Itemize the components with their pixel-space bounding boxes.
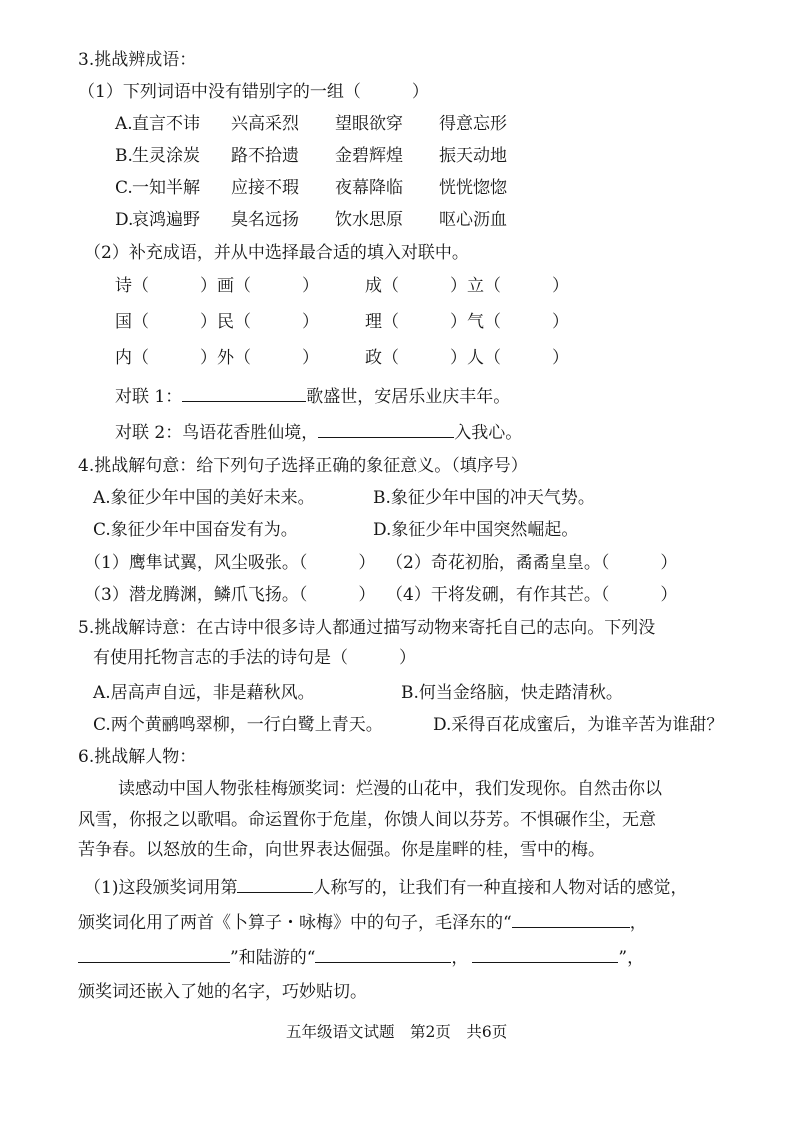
couplet-2-suffix: 入我心。 xyxy=(454,423,523,443)
q4-choice-d: D.象征少年中国突然崛起。 xyxy=(373,520,579,540)
q3-title: 3.挑战辨成语： xyxy=(78,50,197,70)
option-word: 望眼欲穿 xyxy=(335,114,403,134)
option-word: 兴高采烈 xyxy=(231,114,299,134)
fill-right: 成（ ）立（ ） xyxy=(365,276,569,296)
option-word: 饮水思原 xyxy=(335,210,403,230)
mao-blank-1[interactable] xyxy=(512,909,630,928)
q5-title-cont: 有使用托物言志的手法的诗句是（ ） xyxy=(93,648,416,668)
q4-choice-a: A.象征少年中国的美好未来。 xyxy=(93,488,315,508)
q4-item-1: （1）鹰隼试翼，风尘吸张。（ ） xyxy=(84,553,376,573)
option-word: 呕心沥血 xyxy=(439,210,507,230)
luyou-blank-1[interactable] xyxy=(315,944,451,963)
q6-s1-b: 人称写的，让我们有一种直接和人物对话的感觉， xyxy=(313,878,688,898)
q5-title: 5.挑战解诗意：在古诗中很多诗人都通过描写动物来寄托自己的志向。下列没 xyxy=(78,618,656,638)
option-word: 得意忘形 xyxy=(439,114,507,134)
couplet-1-prefix: 对联 1： xyxy=(115,387,183,407)
q6-s2-b: ， xyxy=(629,913,647,933)
q6-sub1-line-3 xyxy=(78,944,644,970)
q4-item-4: （4）干将发硎，有作其芒。（ ） xyxy=(386,585,678,605)
mao-blank-2[interactable] xyxy=(78,944,230,963)
fill-left: 国（ ）民（ ） xyxy=(115,312,319,332)
q5-option-a: A.居高声自远，非是藉秋风。 xyxy=(93,683,315,703)
option-word: 哀鸿遍野 xyxy=(132,210,200,230)
option-word: 一知半解 xyxy=(132,178,200,198)
option-word: 生灵涂炭 xyxy=(132,146,200,166)
q6-sub1-line-1 xyxy=(84,874,687,900)
fill-left: 诗（ ）画（ ） xyxy=(115,276,319,296)
q6-para-line-3: 苦争春。以怒放的生命，向世界表达倔强。你是崖畔的桂，雪中的梅。 xyxy=(78,840,605,860)
option-label: B. xyxy=(115,146,133,166)
page-footer: 五年级语文试题 第2页 共6页 xyxy=(286,1023,508,1041)
couplet-1-blank[interactable] xyxy=(182,383,306,402)
couplet-2-prefix: 对联 2：鸟语花香胜仙境， xyxy=(115,423,319,443)
q5-option-b: B.何当金络脑，快走踏清秋。 xyxy=(401,683,623,703)
couplet-1-suffix: 歌盛世，安居乐业庆丰年。 xyxy=(306,387,511,407)
option-label: C. xyxy=(115,178,133,198)
q6-sub1-line-4: 颁奖词还嵌入了她的名字，巧妙贴切。 xyxy=(78,982,367,1002)
option-word: 直言不讳 xyxy=(132,114,200,134)
couplet-2-blank[interactable] xyxy=(318,419,454,438)
person-blank[interactable] xyxy=(237,874,313,893)
couplet-1 xyxy=(115,383,510,409)
q6-title: 6.挑战解人物： xyxy=(78,747,197,767)
couplet-2 xyxy=(115,419,522,445)
q6-para-line-2: 风雪，你报之以歌唱。命运置你于危崖，你馈人间以芬芳。不惧碾作尘，无意 xyxy=(78,810,656,830)
q6-para-line-1: 读感动中国人物张桂梅颁奖词：烂漫的山花中，我们发现你。自然击你以 xyxy=(118,779,662,799)
fill-right: 政（ ）人（ ） xyxy=(365,348,569,368)
option-word: 夜幕降临 xyxy=(335,178,403,198)
q4-choice-b: B.象征少年中国的冲天气势。 xyxy=(373,488,595,508)
fill-left: 内（ ）外（ ） xyxy=(115,348,319,368)
option-word: 金碧辉煌 xyxy=(335,146,403,166)
q6-s3-c: ”， xyxy=(618,948,645,968)
q4-title: 4.挑战解句意：给下列句子选择正确的象征意义。（填序号） xyxy=(78,456,528,476)
q6-s3-b: ， xyxy=(451,948,469,968)
luyou-blank-2[interactable] xyxy=(472,944,618,963)
option-word: 振天动地 xyxy=(439,146,507,166)
option-word: 恍恍惚惚 xyxy=(439,178,507,198)
q4-item-2: （2）奇花初胎，矞矞皇皇。（ ） xyxy=(386,553,678,573)
q5-option-c: C.两个黄鹂鸣翠柳，一行白鹭上青天。 xyxy=(93,715,383,735)
q6-s1-a: （1)这段颁奖词用第 xyxy=(84,878,238,898)
option-label: D. xyxy=(115,210,134,230)
q6-s3-a: ”和陆游的“ xyxy=(230,948,316,968)
q6-sub1-line-2 xyxy=(78,909,647,935)
q3-sub1: （1）下列词语中没有错别字的一组（ ） xyxy=(78,82,429,102)
fill-right: 理（ ）气（ ） xyxy=(365,312,569,332)
q4-choice-c: C.象征少年中国奋发有为。 xyxy=(93,520,298,540)
q4-item-3: （3）潜龙腾渊，鳞爪飞扬。（ ） xyxy=(84,585,376,605)
option-word: 路不拾遗 xyxy=(231,146,299,166)
q3-sub2: （2）补充成语，并从中选择最合适的填入对联中。 xyxy=(84,243,469,263)
option-word: 应接不瑕 xyxy=(231,178,299,198)
option-label: A. xyxy=(115,114,133,134)
q5-option-d: D.采得百花成蜜后，为谁辛苦为谁甜？ xyxy=(433,715,724,735)
option-word: 臭名远扬 xyxy=(231,210,299,230)
q6-s2-a: 颁奖词化用了两首《卜算子・咏梅》中的句子，毛泽东的“ xyxy=(78,913,512,933)
